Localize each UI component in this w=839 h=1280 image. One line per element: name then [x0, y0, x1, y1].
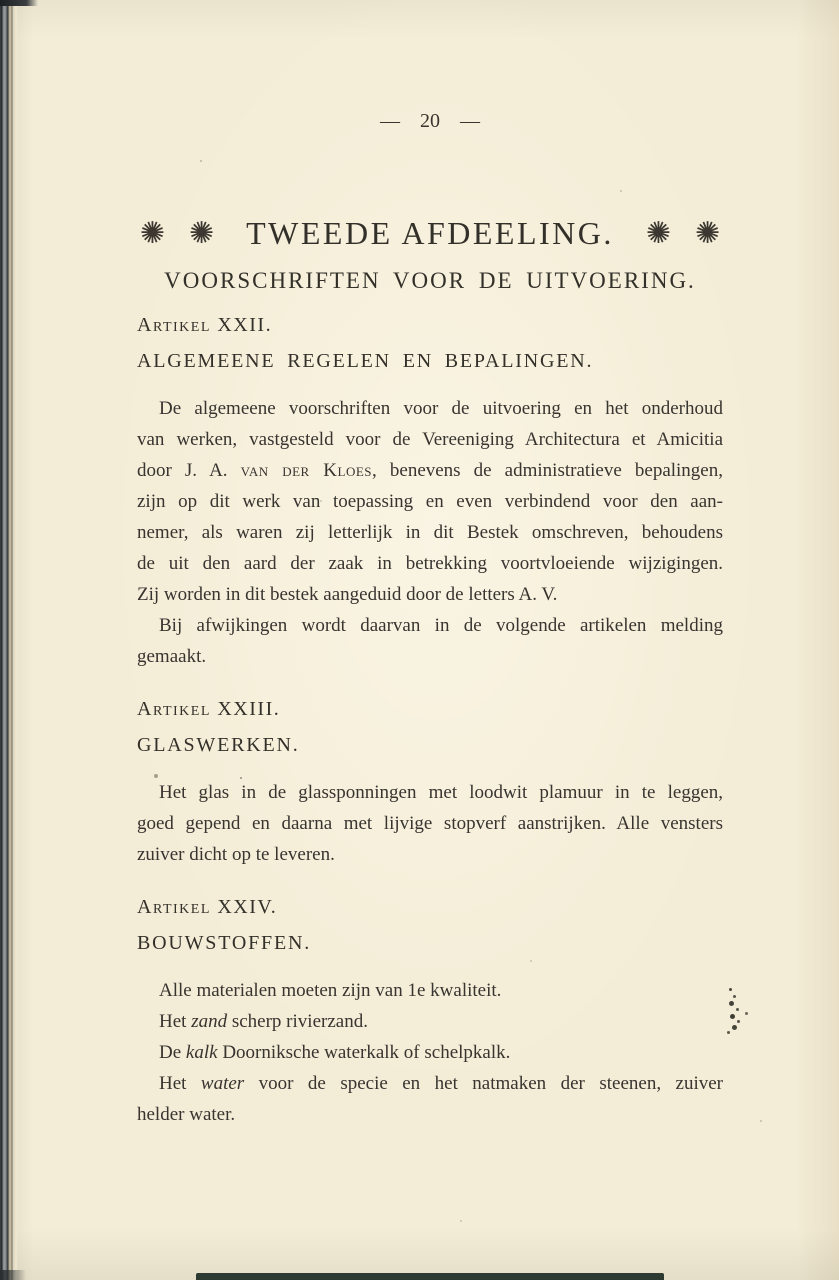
ornament-asterisk-icon: ✺ [139, 215, 165, 251]
paragraph: De kalk Doorniksche waterkalk of schelpkalk. [159, 1042, 511, 1063]
paragraph: Het zand scherp rivierzand. [159, 1011, 368, 1032]
article-heading: GLASWERKEN. [137, 734, 300, 756]
article-label: Artikel XXIV. [137, 896, 278, 918]
ink-speckle [729, 988, 732, 991]
division-title: TWEEDE AFDEELING. [246, 215, 614, 251]
ornament-asterisk-icon: ✺ [188, 215, 215, 251]
article-xxiv [137, 896, 723, 1130]
paragraph: Alle materialen moeten zijn van 1e kwaliteit. [159, 980, 502, 1001]
section-title-row [137, 215, 723, 252]
paragraph: Het glas in de glassponningen met loodwit plamuur in te leggen, goed gepend en daarna met lijvige stopverf aanstrijken. Alle vensters zuiver dicht op te leveren. [137, 782, 723, 865]
page-number-value: 20 [420, 110, 440, 132]
page-number-dash-left: — [380, 110, 400, 132]
paragraph: Het water voor de specie en het natmaken der steenen, zuiver helder water. [137, 1073, 723, 1125]
article-xxiii [137, 698, 723, 870]
page-number [137, 0, 723, 133]
article-label: Artikel XXII. [137, 314, 273, 336]
page-content [137, 0, 723, 1130]
article-label: Artikel XXIII. [137, 698, 281, 720]
ornament-asterisk-icon: ✺ [645, 215, 672, 251]
article-heading: ALGEMEENE REGELEN EN BEPALINGEN. [137, 350, 594, 372]
division-subtitle: VOORSCHRIFTEN VOOR DE UITVOERING. [164, 268, 696, 293]
ornament-asterisk-icon: ✺ [695, 215, 721, 251]
article-heading: BOUWSTOFFEN. [137, 932, 312, 954]
paragraph: Bij afwijkingen wordt daarvan in de volgende artikelen melding gemaakt. [137, 615, 723, 667]
scan-artifact-bottom-bar [196, 1273, 664, 1280]
paragraph: De algemeene voorschriften voor de uitvoering en het onderhoud van werken, vastgesteld voor de Vereeniging Architectura et Amicitia door J. A. van der Kloes, benevens de administratieve bepalingen, zijn op dit werk van toepassing en even verbindend voor den aan- nemer, als waren zij letterlijk in dit Bestek omschreven, behoudens de uit den aard der zaak in betrekking voortvloeiende wijzigingen. Zij worden in dit bestek aangeduid door de letters A. V. [137, 398, 723, 605]
article-xxii [137, 314, 723, 672]
page-number-dash-right: — [460, 110, 480, 132]
book-binding-edge [0, 0, 18, 1280]
